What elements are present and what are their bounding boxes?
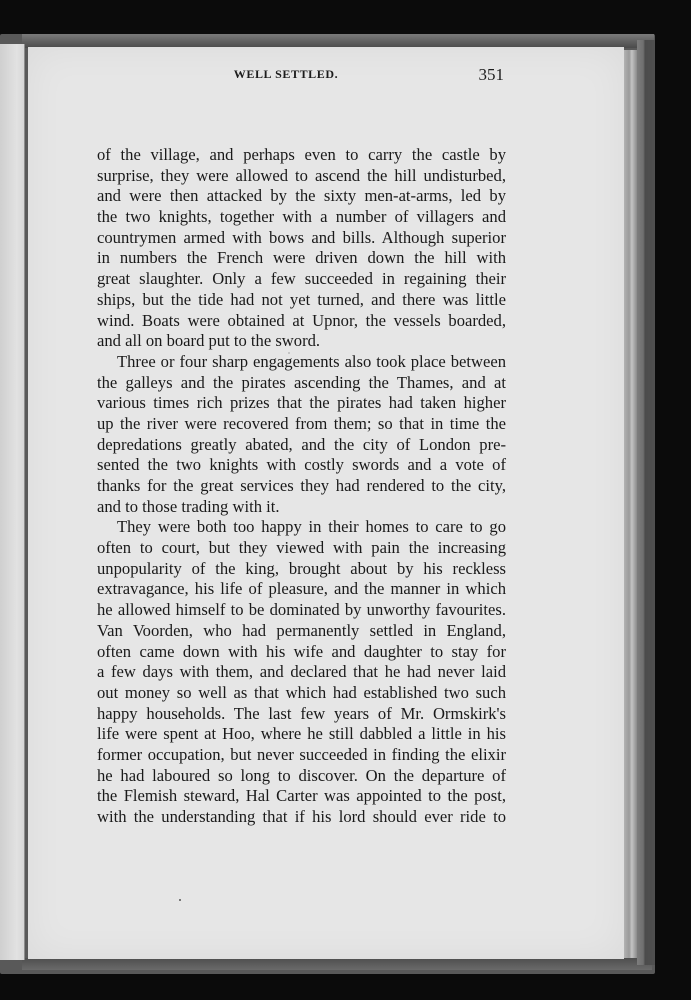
cover-right-edge bbox=[637, 40, 655, 965]
text-line: with the understanding that if his lord should ever ride to bbox=[97, 807, 506, 826]
text-line: of the village, and perhaps even to carry the castle by bbox=[97, 145, 506, 164]
text-line: a few days with them, and declared that he had never laid bbox=[97, 662, 506, 682]
text-line: unpopularity of the king, brought about by his reckless bbox=[97, 558, 506, 578]
paper-speck bbox=[179, 899, 181, 901]
text-line: happy households. The last few years of Mr. Ormskirk's bbox=[97, 703, 506, 723]
text-line: extravagance, his life of pleasure, and the manner in which bbox=[97, 579, 506, 599]
cover-bottom-edge bbox=[22, 958, 652, 970]
paragraph-start-line: Three or four sharp engagements also took place between bbox=[117, 351, 506, 371]
page-block-edges bbox=[624, 50, 637, 958]
text-line: and all on board put to the sword. bbox=[97, 331, 321, 351]
text-line: the Flemish steward, Hal Carter was appointed to the post, bbox=[97, 786, 506, 806]
text-line: and to those trading with it. bbox=[97, 496, 280, 516]
text-line: the two knights, together with a number of villagers and bbox=[97, 207, 506, 227]
text-line: he had laboured so long to discover. On the departure of bbox=[97, 765, 506, 785]
text-line: surprise, they were allowed to ascend the hill undisturbed, bbox=[97, 165, 506, 185]
text-line: countrymen armed with bows and bills. Although superior bbox=[97, 227, 506, 247]
text-line: life were spent at Hoo, where he still dabbled a little in his bbox=[97, 724, 506, 744]
running-title: WELL SETTLED. bbox=[233, 67, 339, 81]
facing-page-edge bbox=[0, 44, 25, 960]
text-line: he allowed himself to be dominated by unworthy favourites. bbox=[97, 600, 506, 620]
text-line: in numbers the French were driven down the hill with bbox=[97, 248, 506, 268]
text-line: often came down with his wife and daughter to stay for bbox=[97, 641, 506, 661]
text-line: wind. Boats were obtained at Upnor, the vessels boarded, bbox=[97, 310, 506, 330]
body-text bbox=[97, 145, 506, 828]
text-line: sented the two knights with costly swords and a vote of bbox=[97, 455, 506, 475]
text-line: out money so well as that which had established two such bbox=[97, 682, 506, 702]
text-line: former occupation, but never succeeded in finding the elixir bbox=[97, 744, 506, 764]
text-line: thanks for the great services they had rendered to the city, bbox=[97, 476, 506, 495]
text-line: the galleys and the pirates ascending the Thames, and at bbox=[97, 372, 506, 392]
running-head bbox=[68, 65, 504, 85]
text-line: great slaughter. Only a few succeeded in regaining their bbox=[97, 269, 506, 289]
page-number: 351 bbox=[478, 65, 504, 84]
text-line: often to court, but they viewed with pain the increasing bbox=[97, 538, 506, 558]
text-line: ships, but the tide had not yet turned, and there was little bbox=[97, 289, 506, 309]
text-line: Van Voorden, who had permanently settled in England, bbox=[97, 620, 506, 640]
paragraph-start-line: They were both too happy in their homes to care to go bbox=[117, 517, 506, 537]
text-line: depredations greatly abated, and the city of London pre- bbox=[97, 434, 506, 454]
text-line: various times rich prizes that the pirates had taken higher bbox=[97, 393, 506, 413]
cover-top-edge bbox=[22, 34, 654, 48]
text-line: and were then attacked by the sixty men-at-arms, led by bbox=[97, 186, 506, 206]
text-line: up the river were recovered from them; so that in time the bbox=[97, 413, 506, 433]
